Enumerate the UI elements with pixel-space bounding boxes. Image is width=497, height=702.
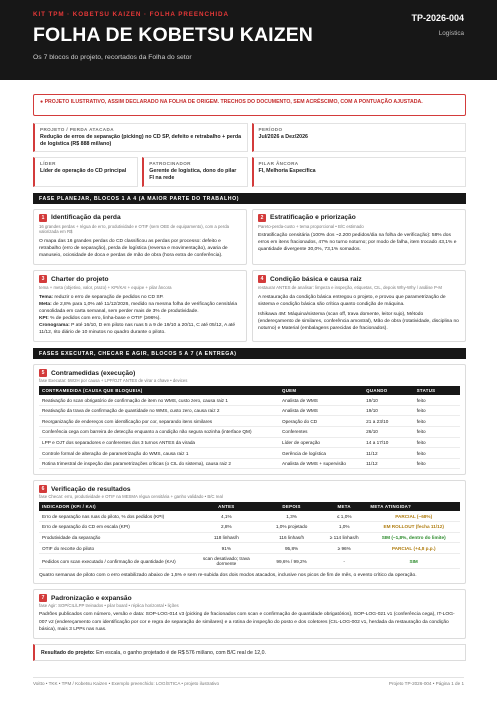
- meta-pilar-value: FI, Melhoria Específica: [258, 168, 316, 175]
- block-1-subtitle: 16 grandes perdas + régua de erro, produtividade e OTIF (sem OEE de equipamento), com a perda valorizada em R$: [39, 223, 230, 235]
- when-cell: 11/12: [363, 458, 414, 469]
- owner-cell: Analista de WMS: [279, 395, 363, 405]
- result-label: Resultado do projeto:: [41, 649, 95, 656]
- result-text: Em escala, o ganho projetado é de R$ 576 mil/ano, com B/C real de 12,0.: [96, 649, 266, 656]
- page-subtitle: Os 7 blocos do projeto, recortados da Folha do setor: [33, 54, 192, 61]
- phase-execute-header: FASES EXECUTAR, CHECAR E AGIR, BLOCOS 5 A 7 (A ENTREGA): [33, 348, 466, 359]
- meta-periodo-label: PERÍODO: [258, 127, 283, 132]
- meta-patrocinador-value: Gerente de logística, dono do pilar FI na rede: [149, 168, 237, 182]
- footer-page: Projeto TP-2026-004 • Página 1 de 1: [388, 681, 464, 686]
- charter-cronograma: [39, 322, 241, 336]
- owner-cell: Analista de WMS: [279, 405, 363, 416]
- block-4-body-2: Ishikawa 4M: Máquina/sistema (scan off, trava domente, leitor sujo), Método (endereçamento de similares, conferência amostral), Mão de obra (rotatividade, disciplina no noturno) e Material (embalagens parecidas de fracionados).: [258, 311, 459, 332]
- block-5-number: 5: [39, 369, 47, 377]
- charter-cronograma-value: P até 16/10, D em piloto nas ruas 5 a 9 de 19/10 a 20/11, C até 05/12, A até 11/12, rito diário de 10 minutos no quadro durante o piloto.: [39, 323, 236, 336]
- after-cell: 1,0% projetado: [262, 522, 321, 533]
- meta-pilar: [252, 157, 467, 186]
- block-2-title-row: [258, 214, 460, 222]
- before-cell: 4,1%: [191, 511, 263, 521]
- countermeasures-table: [39, 386, 460, 469]
- target-cell: -: [321, 553, 367, 569]
- block-4-title-row: [258, 275, 460, 283]
- countermeasure-cell: Reativação da trava de confirmação de quantidade no WMS, custo zero, causa raiz 2: [39, 405, 279, 416]
- block-3-number: 3: [39, 275, 47, 283]
- owner-cell: Líder de operação: [279, 437, 363, 448]
- target-cell: 1,0%: [321, 522, 367, 533]
- charter-meta-value: de 2,8% para 1,0% até 11/12/2026, medido na mesma folha de verificação censitária consolidada em carta semanal, sem perder mais de 3% de produtividade.: [39, 301, 238, 314]
- block-1-card: [33, 209, 247, 265]
- block-7-subtitle: fase Agir: SOP/CIL/LPP treinados • pilar board • réplica horizontal • lições: [39, 603, 179, 609]
- meta-people: [33, 157, 248, 186]
- after-cell: 1,3%: [262, 511, 321, 521]
- block-6-number: 6: [39, 485, 47, 493]
- when-cell: 21 a 23/10: [363, 416, 414, 427]
- charter-kpi-value: % de pedidos com erro, linha-base e OTIF (≥96%).: [50, 315, 161, 321]
- block-5-title-row: [39, 369, 460, 377]
- block-3-card: [33, 270, 247, 342]
- block-6-subtitle: fase Checar: erro, produtividade e OTIF na MESMA régua censitária + ganho validado • B/C real: [39, 494, 223, 500]
- column-header: STATUS: [414, 386, 460, 395]
- status-cell: feito: [414, 395, 460, 405]
- owner-cell: Analista de WMS + supervisão: [279, 458, 363, 469]
- results-header-row: [39, 502, 460, 511]
- countermeasure-cell: LPP e OJT dos separadores e conferentes dos 3 turnos ANTES da virada: [39, 437, 279, 448]
- target-met-cell: SIM: [367, 553, 460, 569]
- illustrative-alert: ● PROJETO ILUSTRATIVO, ASSIM DECLARADO NA FOLHA DE ORIGEM. TRECHOS DO DOCUMENTO, SEM ACRÉSCIMO, COM A PONTUAÇÃO AJUSTADA.: [33, 94, 466, 116]
- block-7-body: Padrões publicados com número, versão e data: SOP-LOG-014 v3 (picking de fracionados com scan e confirmação de quantidade obrigatórios), SOP-LOG-021 v1 (conferência cega), IT-LOG-007 v2 (endereçamento com identificação por cor e regra de separação de similares) e a rotina de inspeção do posto e dos coletores (CIL-LOG-002 v1, herdada da restauração da condição básica), mais 3 LPPs nas ruas.: [39, 612, 455, 632]
- target-cell: ≥ 96%: [321, 543, 367, 554]
- charter-tema-key: Tema:: [39, 294, 54, 300]
- indicator-cell: Produtividade da separação: [39, 532, 191, 543]
- charter-meta-key: Meta:: [39, 301, 52, 307]
- before-cell: 2,8%: [191, 522, 263, 533]
- meta-lider: [33, 157, 138, 186]
- indicator-cell: Erro de separação nas ruas do piloto, % dos pedidos (KPI): [39, 511, 191, 521]
- column-header: QUEM: [279, 386, 363, 395]
- after-cell: 95,8%: [262, 543, 321, 554]
- when-cell: 14 a 17/10: [363, 437, 414, 448]
- table-row: [39, 522, 460, 533]
- countermeasure-cell: Reativação do scan obrigatório de confirmação de item no WMS, custo zero, causa raiz 1: [39, 395, 279, 405]
- block-6-title: Verificação de resultados: [51, 485, 131, 493]
- meta-periodo: [252, 123, 467, 152]
- status-cell: feito: [414, 405, 460, 416]
- before-cell: 118 linhas/h: [191, 532, 263, 543]
- charter-meta: [39, 301, 241, 315]
- column-header: ANTES: [191, 502, 263, 511]
- block-5-card: [33, 364, 466, 475]
- document-type: Logística: [438, 30, 464, 37]
- meta-perda: [33, 123, 248, 152]
- countermeasures-header-row: [39, 386, 460, 395]
- when-cell: 19/10: [363, 395, 414, 405]
- block-4-number: 4: [258, 275, 266, 283]
- indicator-cell: Erro de separação do CD em escala (KPI): [39, 522, 191, 533]
- page-header: [0, 0, 497, 80]
- status-cell: feito: [414, 416, 460, 427]
- block-1-title: Identificação da perda: [51, 214, 121, 222]
- meta-lider-label: LÍDER: [40, 161, 56, 167]
- column-header: INDICADOR (KPI / KAI): [39, 502, 191, 511]
- target-met-cell: PARCIAL (−68%): [367, 511, 460, 521]
- block-7-title: Padronização e expansão: [51, 594, 132, 602]
- block-4-card: [252, 270, 466, 342]
- block-1-body: O mapa das 16 grandes perdas do CD classificou as perdas por processo: defeito e retrabalho (erro de separação), perda de logística (reversa e movimentação), avaria de manuseio, ociosidade de doca e perdas de mão de obra (hora extra de conferência).: [39, 238, 228, 258]
- target-met-cell: SIM (−1,8%, dentro do limite): [367, 532, 460, 543]
- target-met-cell: PARCIAL (+4,8 p.p.): [367, 543, 460, 554]
- page-title: FOLHA DE KOBETSU KAIZEN: [33, 24, 313, 46]
- block-2-title: Estratificação e priorização: [270, 214, 356, 222]
- footer-left: Voitto • TKK • TPM / Kobetsu Kaizen • Exemplo preenchido: LOGÍSTICA • projeto ilustrativo: [33, 681, 220, 686]
- after-cell: 116 linhas/h: [262, 532, 321, 543]
- countermeasure-cell: Controle formal de alteração de parametrização do WMS, causa raiz 1: [39, 448, 279, 459]
- countermeasure-cell: Rotina trimestral de inspeção das parametrizações críticas (o CIL do sistema), causa raiz 2: [39, 458, 279, 469]
- page-footer: [33, 677, 464, 686]
- indicator-cell: Pedidos com scan executado / confirmação de quantidade (KAI): [39, 553, 191, 569]
- table-row: [39, 532, 460, 543]
- before-cell: 91%: [191, 543, 263, 554]
- block-1-title-row: [39, 214, 241, 222]
- block-4-body: A restauração da condição básica entregou o projeto, e provou que parametrização de sistema e condição básica são crítica quanto condição de máquina.: [258, 294, 446, 307]
- block-7-number: 7: [39, 594, 47, 602]
- block-2-subtitle: Pareto-perda-custo + tema proporcional • B/C estimado: [258, 223, 364, 229]
- column-header: QUANDO: [363, 386, 414, 395]
- block-3-title-row: [39, 275, 241, 283]
- owner-cell: Operação do CD: [279, 416, 363, 427]
- block-6-note: Quatro semanas de piloto com o erro estabilizado abaixo de 1,5% e sem re-subida dos dois modos atacados, inclusive nos picos de fim de mês, o evento crítico da operação.: [39, 573, 417, 579]
- block-3-body: [39, 294, 241, 337]
- meta-patrocinador-label: PATROCINADOR: [149, 161, 191, 167]
- column-header: CONTRAMEDIDA (CAUSA QUE BLOQUEIA): [39, 386, 279, 395]
- block-7-card: [33, 589, 466, 638]
- project-result: [33, 644, 466, 661]
- block-3-title: Charter do projeto: [51, 275, 109, 283]
- status-cell: feito: [414, 437, 460, 448]
- project-meta: [33, 123, 466, 187]
- when-cell: 19/10: [363, 405, 414, 416]
- block-2-card: [252, 209, 466, 265]
- table-row: [39, 437, 460, 448]
- indicator-cell: OTIF do recorte do piloto: [39, 543, 191, 554]
- table-row: [39, 405, 460, 416]
- page-content: [33, 94, 466, 661]
- meta-perda-label: PROJETO / PERDA ATACADA: [40, 127, 114, 132]
- block-7-title-row: [39, 594, 460, 602]
- charter-kpi-key: KPI:: [39, 315, 49, 321]
- header-kicker: KIT TPM · KOBETSU KAIZEN · FOLHA PREENCHIDA: [33, 11, 229, 18]
- table-row: [39, 395, 460, 405]
- charter-tema-value: reduzir o erro de separação de pedidos no CD SP.: [54, 294, 164, 300]
- table-row: [39, 427, 460, 438]
- status-cell: feito: [414, 427, 460, 438]
- block-1-number: 1: [39, 214, 47, 222]
- table-row: [39, 458, 460, 469]
- block-3-subtitle: tema + meta (objetivo, valor, prazo) + KPI/KAI + equipe + pilar âncora: [39, 285, 172, 291]
- countermeasure-cell: Reorganização de endereços com identificação por cor, separando itens similares: [39, 416, 279, 427]
- charter-kpi: [39, 315, 241, 322]
- target-cell: ≥ 114 linhas/h: [321, 532, 367, 543]
- column-header: META ATINGIDA?: [367, 502, 460, 511]
- meta-pilar-label: PILAR ÂNCORA: [258, 161, 299, 167]
- meta-perda-value: Redução de erros de separação (picking) no CD SP, defeito e retrabalho + perda de logística (R$ 888 mil/ano): [40, 134, 242, 148]
- table-row: [39, 448, 460, 459]
- owner-cell: Gerência de logística: [279, 448, 363, 459]
- document-id: TP-2026-004: [411, 13, 464, 23]
- status-cell: feito: [414, 448, 460, 459]
- block-4-title: Condição básica e causa raiz: [270, 275, 362, 283]
- before-cell: scan desativado; trava dormente: [191, 553, 263, 569]
- target-cell: ≤ 1,0%: [321, 511, 367, 521]
- countermeasure-cell: Conferência cega com barreira de detecção enquanto a condição não segura sozinha (interface QM): [39, 427, 279, 438]
- results-table: [39, 502, 460, 569]
- meta-patrocinador: [142, 157, 247, 186]
- table-row: [39, 416, 460, 427]
- target-met-cell: EM ROLLOUT (fecha 11/12): [367, 522, 460, 533]
- block-4-subtitle: restaurar ANTES de analisar: limpeza e inspeção, etiquetas, CIL, depois Why-Why / análise P-M: [258, 285, 442, 291]
- column-header: META: [321, 502, 367, 511]
- status-cell: feito: [414, 458, 460, 469]
- block-5-subtitle: fase Executar: 5W2H por causa + LPP/OJT ANTES de virar a chave • devices: [39, 378, 188, 384]
- owner-cell: Conferentes: [279, 427, 363, 438]
- block-5-title: Contramedidas (execução): [51, 369, 136, 377]
- table-row: [39, 543, 460, 554]
- table-row: [39, 553, 460, 569]
- charter-cronograma-key: Cronograma:: [39, 323, 70, 329]
- meta-lider-value: Líder de operação do CD principal: [40, 168, 127, 175]
- when-cell: 11/12: [363, 448, 414, 459]
- plan-blocks: [33, 209, 466, 343]
- phase-plan-header: FASE PLANEJAR, BLOCOS 1 A 4 (A MAIOR PARTE DO TRABALHO): [33, 193, 466, 204]
- table-row: [39, 511, 460, 521]
- block-6-title-row: [39, 485, 460, 493]
- charter-tema: [39, 294, 241, 301]
- block-2-body: Estratificação censitária (100% dos ~2.200 pedidos/dia na folha de verificação): 58% dos erros em itens fracionados, 47% no turno noturno; por modo de falha, item trocado 43,1% e quantidade divergente 30,0%, 73,1% somados.: [258, 233, 457, 253]
- block-6-card: [33, 480, 466, 584]
- block-2-number: 2: [258, 214, 266, 222]
- when-cell: 26/10: [363, 427, 414, 438]
- meta-periodo-value: Jul/2026 a Dez/2026: [258, 134, 308, 140]
- after-cell: 99,6% / 99,2%: [262, 553, 321, 569]
- column-header: DEPOIS: [262, 502, 321, 511]
